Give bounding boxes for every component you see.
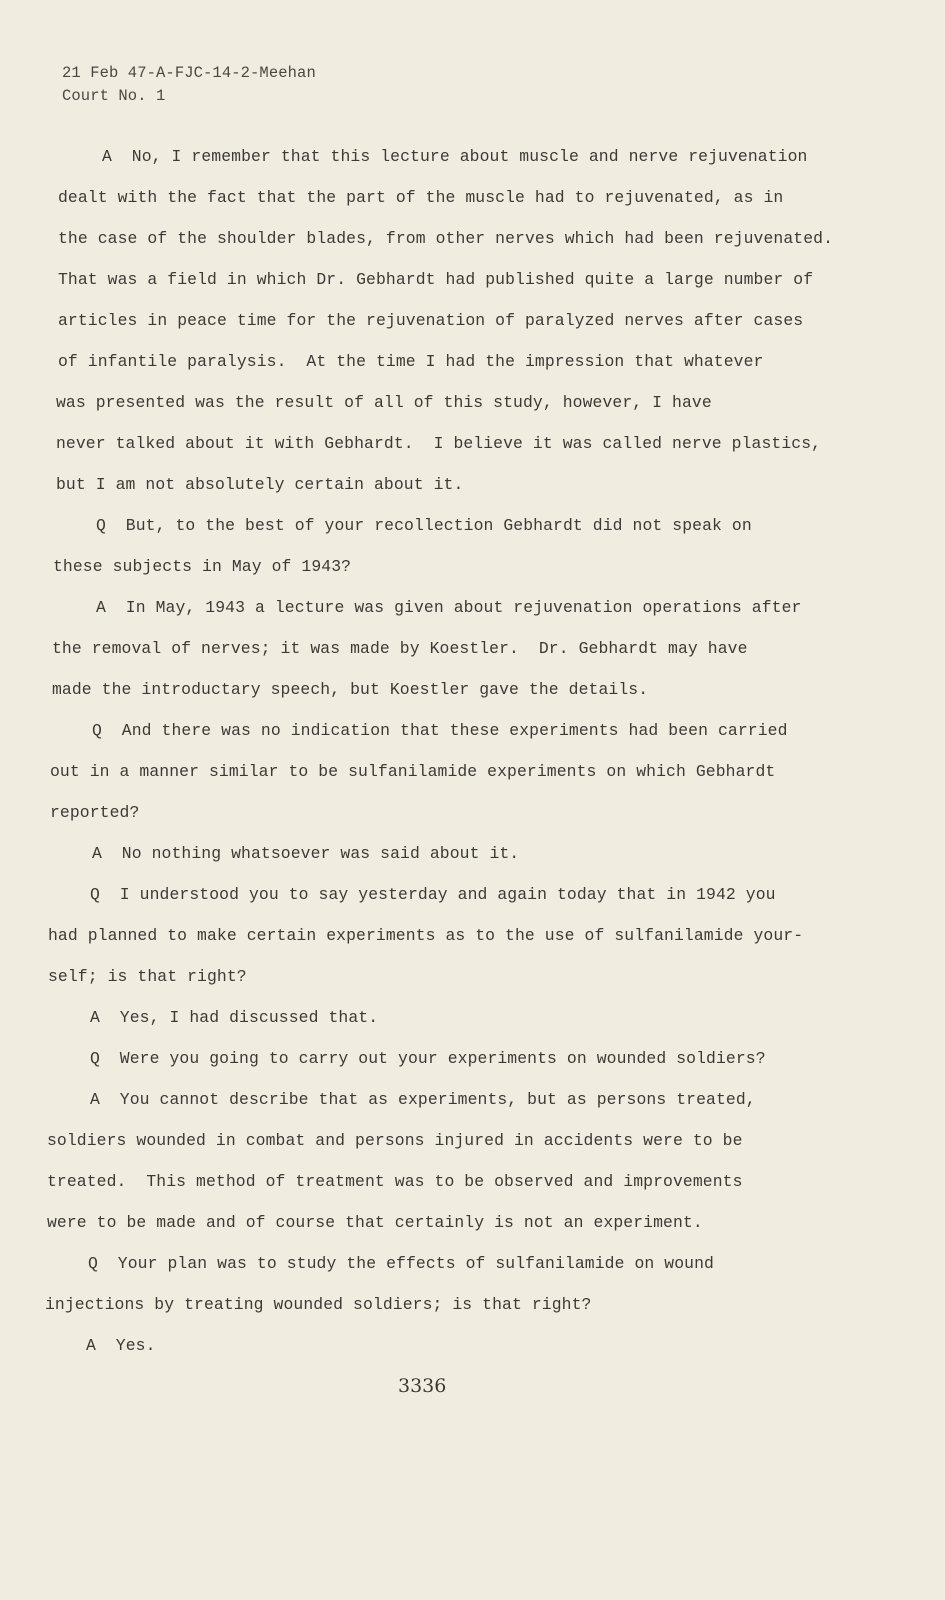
text-line: soldiers wounded in combat and persons injured in accidents were to be (47, 1131, 743, 1150)
text-line: made the introductary speech, but Koestler gave the details. (52, 680, 649, 699)
question-line: Q I understood you to say yesterday and again today that in 1942 you (90, 885, 776, 904)
text-line: self; is that right? (48, 967, 247, 986)
text-line: was presented was the result of all of this study, however, I have (56, 393, 712, 412)
text-line: the case of the shoulder blades, from other nerves which had been rejuvenated. (58, 229, 834, 248)
page-number: 3336 (398, 1375, 447, 1397)
question-line: Q Your plan was to study the effects of sulfanilamide on wound (88, 1254, 714, 1273)
question-line: Q But, to the best of your recollection Gebhardt did not speak on (96, 516, 752, 535)
answer-line: A Yes, I had discussed that. (90, 1008, 379, 1027)
text-line: of infantile paralysis. At the time I had the impression that whatever (58, 352, 764, 371)
text-line: dealt with the fact that the part of the muscle had to rejuvenated, as in (58, 188, 784, 207)
header-case-reference: 21 Feb 47-A-FJC-14-2-Meehan (62, 64, 316, 82)
answer-line: A Yes. (86, 1336, 156, 1355)
text-line: injections by treating wounded soldiers; is that right? (45, 1295, 592, 1314)
text-line: the removal of nerves; it was made by Koestler. Dr. Gebhardt may have (52, 639, 748, 658)
question-line: Q Were you going to carry out your experiments on wounded soldiers? (90, 1049, 766, 1068)
text-line: were to be made and of course that certainly is not an experiment. (47, 1213, 703, 1232)
text-line: but I am not absolutely certain about it. (56, 475, 464, 494)
text-line: treated. This method of treatment was to be observed and improvements (47, 1172, 743, 1191)
answer-line: A No, I remember that this lecture about muscle and nerve rejuvenation (102, 147, 808, 166)
text-line: articles in peace time for the rejuvenation of paralyzed nerves after cases (58, 311, 804, 330)
text-line: had planned to make certain experiments as to the use of sulfanilamide your- (48, 926, 804, 945)
answer-line: A You cannot describe that as experiments, but as persons treated, (90, 1090, 756, 1109)
answer-line: A No nothing whatsoever was said about it. (92, 844, 520, 863)
text-line: reported? (50, 803, 140, 822)
answer-line: A In May, 1943 a lecture was given about rejuvenation operations after (96, 598, 802, 617)
text-line: That was a field in which Dr. Gebhardt had published quite a large number of (58, 270, 814, 289)
text-line: never talked about it with Gebhardt. I believe it was called nerve plastics, (56, 434, 822, 453)
question-line: Q And there was no indication that these experiments had been carried (92, 721, 788, 740)
text-line: these subjects in May of 1943? (53, 557, 352, 576)
text-line: out in a manner similar to be sulfanilamide experiments on which Gebhardt (50, 762, 776, 781)
header-court-number: Court No. 1 (62, 87, 166, 105)
